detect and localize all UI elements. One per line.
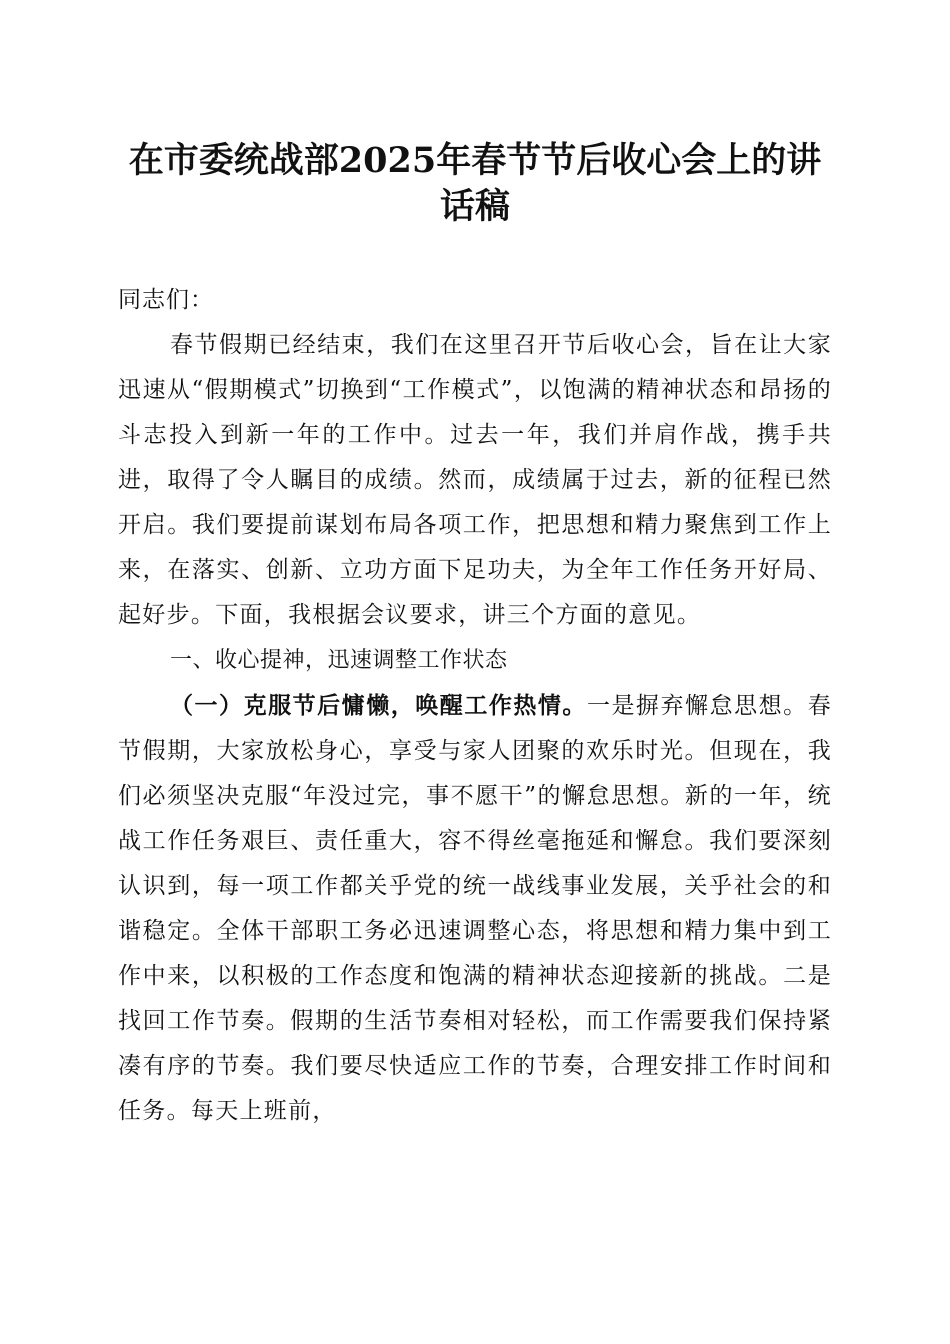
salutation: 同志们：	[118, 287, 214, 313]
subsection-one-text: 一是摒弃懈怠思想。春节假期，大家放松身心，享受与家人团聚的欢乐时光。但现在，我们必须坚决克服“年没过完，事不愿干”的懈怠思想。新的一年，统战工作任务艰巨、责任重大，容不得丝毫拖延和懈怠。我们要深刻认识到，每一项工作都关乎党的统一战线事业发展，关乎社会的和谐稳定。全体干部职工务必迅速调整心态，将思想和精力集中到工作中来，以积极的工作态度和饱满的精神状态迎接新的挑战。二是找回工作节奏。假期的生活节奏相对轻松，而工作需要我们保持紧凑有序的节奏。我们要尽快适应工作的节奏，合理安排工作时间和任务。每天上班前，	[118, 693, 832, 1124]
subsection-one-paragraph	[118, 683, 832, 1134]
document-title: 在市委统战部2025年春节节后收心会上的讲话稿	[128, 140, 822, 227]
intro-paragraph: 春节假期已经结束，我们在这里召开节后收心会，旨在让大家迅速从“假期模式”切换到“工作模式”，以饱满的精神状态和昂扬的斗志投入到新一年的工作中。过去一年，我们并肩作战，携手共进，取得了令人瞩目的成绩。然而，成绩属于过去，新的征程已然开启。我们要提前谋划布局各项工作，把思想和精力聚焦到工作上来，在落实、创新、立功方面下足功夫，为全年工作任务开好局、起好步。下面，我根据会议要求，讲三个方面的意见。	[118, 332, 832, 628]
section-one-heading: 一、收心提神，迅速调整工作状态	[170, 648, 508, 673]
subsection-one-lead: （一）克服节后慵懒，唤醒工作热情。	[170, 692, 587, 719]
document-body	[118, 278, 832, 1134]
